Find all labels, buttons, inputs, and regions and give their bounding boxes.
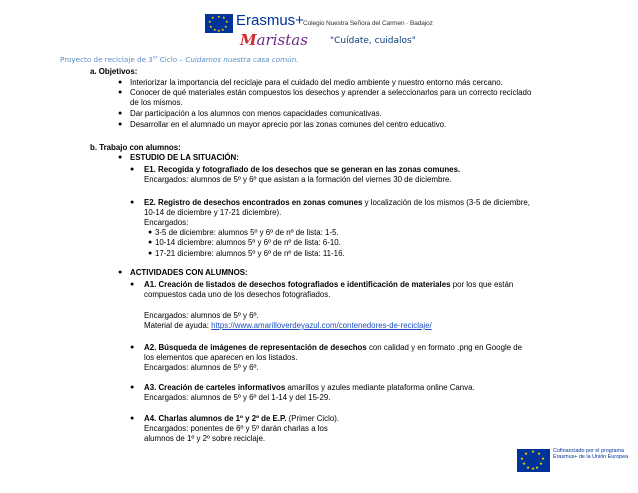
a1-line2: compuestos cada uno de los desechos fotografiados. bbox=[144, 290, 331, 299]
objective-item: Conocer de qué materiales están compuestos los desechos y aprender a seleccionarlos para un correcto reciclado bbox=[130, 88, 532, 97]
a4-line2: Encargados: ponentes de 6º y 5º darán charlas a los bbox=[144, 424, 328, 433]
section-b-title: b. Trabajo con alumnos: bbox=[90, 143, 181, 152]
e2-sub-item: 17-21 diciembre: alumnos 5º y 6º de nº de lista: 11-16. bbox=[155, 249, 345, 258]
project-title: Proyecto de reciclaje de 3er Ciclo – Cuidamos nuestra casa común. bbox=[60, 55, 299, 64]
bullet-icon: ● bbox=[118, 154, 123, 161]
bullet-icon: ● bbox=[130, 344, 135, 351]
objective-item-cont: de los mismos. bbox=[130, 98, 183, 107]
school-name: Colegio Nuestra Señora del Carmen · Badajoz bbox=[303, 20, 433, 27]
a2-encargados: Encargados: alumnos de 5º y 6º. bbox=[144, 363, 259, 372]
material-link[interactable]: https://www.amarilloverdeyazul.com/contenedores-de-reciclaje/ bbox=[211, 321, 432, 330]
bullet-icon: ● bbox=[118, 121, 123, 128]
actividades-title: ACTIVIDADES CON ALUMNOS: bbox=[130, 268, 248, 277]
bullet-icon: ● bbox=[118, 79, 123, 86]
e2-encargados: Encargados: bbox=[144, 218, 189, 227]
erasmus-logo: Erasmus+ bbox=[236, 12, 304, 29]
a1-line: A1. Creación de listados de desechos fotografiados e identificación de materiales por los que están bbox=[144, 280, 514, 289]
a4-line: A4. Charlas alumnos de 1º y 2º de E.P. (Primer Ciclo). bbox=[144, 414, 340, 423]
a3-encargados: Encargados: alumnos de 5º y 6º del 1-14 y del 15-29. bbox=[144, 393, 331, 402]
a2-line: A2. Búsqueda de imágenes de representación de desechos con calidad y en formato .png en Google de bbox=[144, 343, 523, 352]
slogan: "Cuídate, cuidalos" bbox=[330, 36, 416, 46]
bullet-icon: ● bbox=[118, 89, 123, 96]
objective-item: Interiorizar la importancia del reciclaje para el cuidado del medio ambiente y nuestro entorno más cercano. bbox=[130, 78, 503, 87]
e1-encargados: Encargados: alumnos de 5º y 6º que asistan a la formación del viernes 30 de diciembre. bbox=[144, 175, 452, 184]
bullet-icon: ● bbox=[148, 229, 153, 236]
a1-encargados: Encargados: alumnos de 5º y 6º. bbox=[144, 311, 259, 320]
maristas-logo-rest: aristas bbox=[256, 31, 308, 49]
a1-material: Material de ayuda: https://www.amarilloverdeyazul.com/contenedores-de-reciclaje/ bbox=[144, 321, 432, 330]
e1-title: E1. Recogida y fotografiado de los desechos que se generan en las zonas comunes. bbox=[144, 165, 461, 174]
section-a-title: a. Objetivos: bbox=[90, 67, 138, 76]
e2-sub-item: 3-5 de diciembre: alumnos 5º y 6º de nº de lista: 1-5. bbox=[155, 228, 339, 237]
bullet-icon: ● bbox=[130, 415, 135, 422]
estudio-title: ESTUDIO DE LA SITUACIÓN: bbox=[130, 153, 239, 162]
bullet-icon: ● bbox=[148, 250, 153, 257]
bullet-icon: ● bbox=[130, 384, 135, 391]
bullet-icon: ● bbox=[130, 166, 135, 173]
bullet-icon: ● bbox=[130, 281, 135, 288]
e2-line: E2. Registro de desechos encontrados en zonas comunes y localización de los mismos (3-5 de diciembre, bbox=[144, 198, 530, 207]
bullet-icon: ● bbox=[130, 199, 135, 206]
eu-flag-footer-icon: ★ ★ ★ ★ ★ ★ ★ ★ ★ ★ bbox=[517, 449, 550, 472]
e2-sub-item: 10-14 diciembre: alumnos 5º y 6º de nº de lista: 6-10. bbox=[155, 238, 341, 247]
cofinanciado-text: Cofinanciado por el programa Erasmus+ de la Unión Europea bbox=[553, 448, 629, 461]
a2-line2: los elementos que aparecen en los listados. bbox=[144, 353, 298, 362]
bullet-icon: ● bbox=[118, 110, 123, 117]
bullet-icon: ● bbox=[148, 239, 153, 246]
objective-item: Dar participación a los alumnos con menos capacidades comunicativas. bbox=[130, 109, 382, 118]
objective-item: Desarrollar en el alumnado un mayor aprecio por las zonas comunes del centro educativo. bbox=[130, 120, 447, 129]
a4-line3: alumnos de 1º y 2º sobre reciclaje. bbox=[144, 434, 266, 443]
e2-line2: 10-14 de diciembre y 17-21 diciembre). bbox=[144, 208, 282, 217]
bullet-icon: ● bbox=[118, 269, 123, 276]
a3-line: A3. Creación de carteles informativos amarillos y azules mediante plataforma online Canva. bbox=[144, 383, 475, 392]
maristas-logo-m: M bbox=[240, 31, 257, 49]
maristas-logo bbox=[240, 31, 308, 49]
eu-flag-icon: ★ ★ ★ ★ ★ ★ ★ ★ ★ ★ bbox=[205, 14, 233, 33]
